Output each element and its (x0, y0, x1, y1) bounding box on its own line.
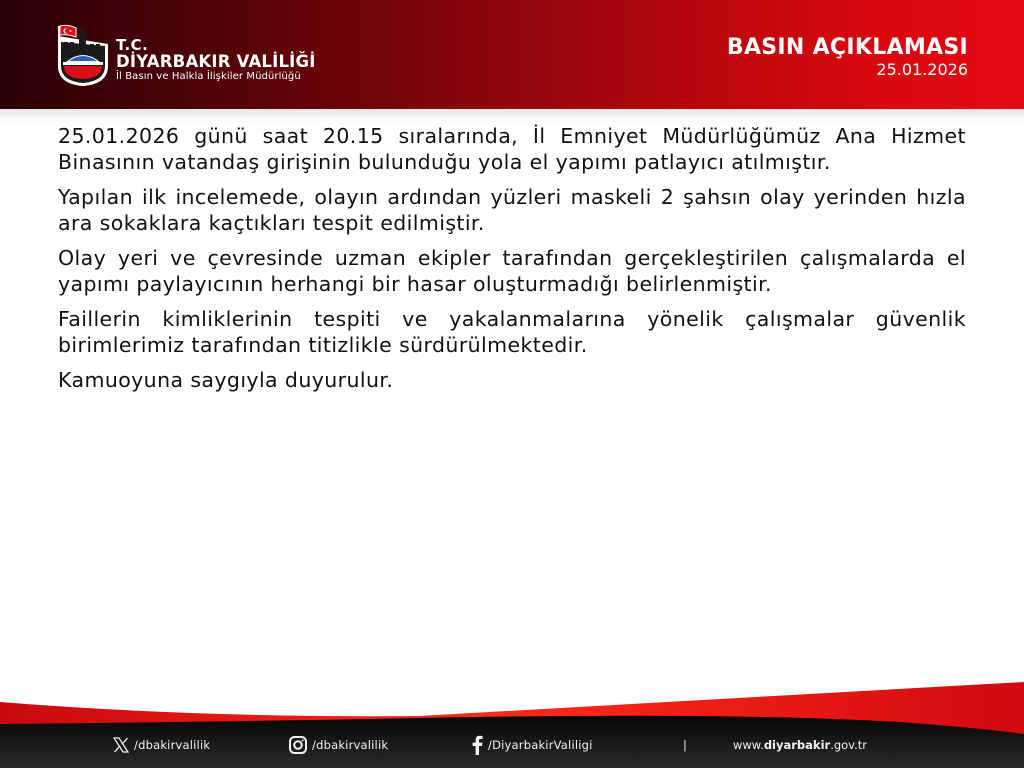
facebook-link[interactable] (470, 734, 593, 756)
press-release-body (58, 124, 966, 404)
facebook-icon (470, 735, 484, 755)
document-date: 25.01.2026 (876, 60, 968, 79)
instagram-handle: /dbakirvalilik (312, 738, 389, 752)
website-link[interactable] (733, 734, 867, 756)
governorship-castle-logo-icon (52, 22, 114, 88)
x-twitter-icon (112, 736, 130, 754)
document-type-title: BASIN AÇIKLAMASI (726, 35, 968, 60)
org-department: İl Basın ve Halkla İlişkiler Müdürlüğü (116, 71, 301, 82)
footer-separator: | (683, 738, 687, 752)
paragraph-1: 25.01.2026 günü saat 20.15 sıralarında, İl Emniyet Müdürlüğümüz Ana Hizmet Binasının vatandaş girişinin bulunduğu yola el yapımı patlayıcı atılmıştır. (58, 124, 966, 174)
paragraph-5-closing: Kamuoyuna saygıyla duyurulur. (58, 368, 394, 392)
organization-name-block (116, 38, 316, 83)
x-handle: /dbakirvalilik (134, 738, 211, 752)
website-suffix: .gov.tr (830, 738, 867, 752)
paragraph-4: Faillerin kimliklerinin tespiti ve yakalanmalarına yönelik çalışmalar güvenlik birimlerimiz tarafından titizlikle sürdürülmektedir. (58, 307, 966, 357)
website-domain: diyarbakir (763, 738, 831, 752)
header-banner (0, 0, 1024, 109)
x-link[interactable] (112, 734, 210, 756)
org-name: DİYARBAKIR VALİLİĞİ (116, 52, 316, 71)
footer-social-links (0, 734, 1024, 756)
paragraph-2: Yapılan ilk incelemede, olayın ardından yüzleri maskeli 2 şahsın olay yerinden hızla ara sokaklara kaçtıkları tespit edilmiştir. (58, 185, 966, 235)
org-prefix: T.C. (116, 36, 149, 54)
facebook-handle: /DiyarbakirValiligi (488, 738, 593, 752)
header-shadow (0, 109, 1024, 123)
paragraph-3: Olay yeri ve çevresinde uzman ekipler tarafından gerçekleştirilen çalışmalarda el yapımı paylayıcının herhangi bir hasar oluşturmadığı belirlenmiştir. (58, 246, 966, 296)
instagram-link[interactable] (288, 734, 388, 756)
press-release-heading (727, 36, 968, 80)
website-prefix: www. (733, 738, 764, 752)
instagram-icon (288, 735, 308, 755)
